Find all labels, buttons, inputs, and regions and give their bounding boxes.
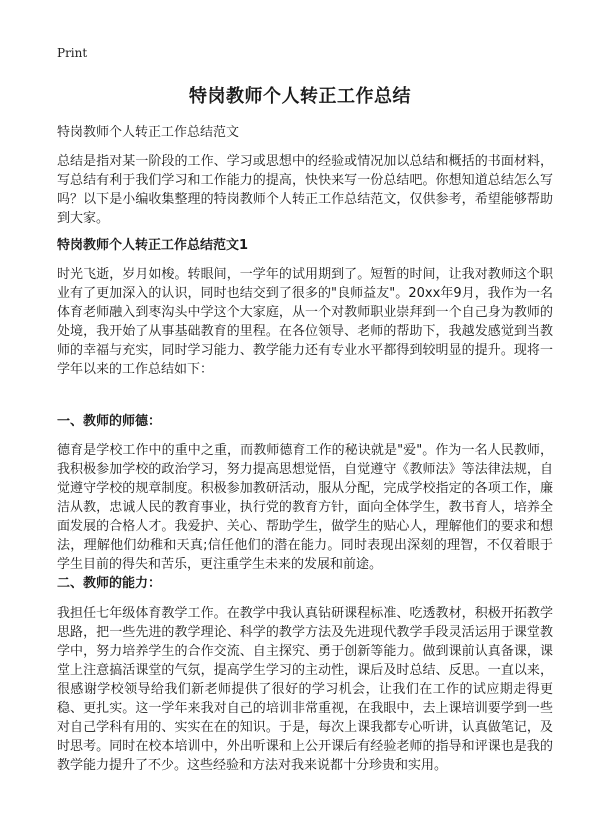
- paragraph-opening: 时光飞逝，岁月如梭。转眼间，一学年的试用期到了。短暂的时间，让我对教师这个职业有了更加深入的认识，同时也结交到了很多的"良师益友"。20xx年9月，我作为一名体育老师融入到枣沟头中学这个大家庭，从一个对教师职业崇拜到一个自己身为教师的处境，我开始了从事基础教育的里程。在各位领导、老师的帮助下，我越发感觉到当教师的幸福与充实，同时学习能力、教学能力还有专业水平都得到较明显的提升。现将一学年以来的工作总结如下：: [57, 267, 553, 377]
- document-subtitle: 特岗教师个人转正工作总结范文: [57, 125, 240, 140]
- heading-teacher-ethics: 一、教师的师德：: [57, 414, 162, 429]
- paragraph-teacher-ethics: 德育是学校工作中的重中之重，而教师德育工作的秘诀就是"爱"。作为一名人民教师，我积极参加学校的政治学习，努力提高思想觉悟，自觉遵守《教师法》等法律法规，自觉遵守学校的规章制度。积极参加教研活动，服从分配，完成学校指定的各项工作，廉洁从教，忠诚人民的教育事业，执行党的教育方针，面向全体学生，教书育人，培养全面发展的合格人才。我爱护、关心、帮助学生，做学生的贴心人，理解他们的要求和想法，理解他们幼稚和天真;信任他们的潜在能力。同时表现出深刻的理智，不仅着眼于学生目前的得失和苦乐，更注重学生未来的发展和前途。: [57, 443, 553, 572]
- paragraph-teacher-ability: 我担任七年级体育教学工作。在教学中我认真钻研课程标准、吃透教材，积极开拓教学思路，把一些先进的教学理论、科学的教学方法及先进现代教学手段灵活运用于课堂教学中，努力培养学生的合作交流、自主探究、勇于创新等能力。做到课前认真备课，课堂上注意搞活课堂的气氛，提高学生学习的主动性，课后及时总结、反思。一直以来，很感谢学校领导给我们新老师提供了很好的学习机会，让我们在工作的试应期走得更稳、更扎实。这一学年来我对自己的培训非常重视，在我眼中，去上课培训要学到一些对自己学科有用的、实实在在的知识。于是，每次上课我都专心听讲，认真做笔记，及时思考。同时在校本培训中，外出听课和上公开课后有经验老师的指导和评课也是我的教学能力提升了不少。这些经验和方法对我来说都十分珍贵和实用。: [57, 606, 553, 773]
- heading-teacher-ability: 二、教师的能力：: [57, 576, 162, 591]
- document-title: 特岗教师个人转正工作总结: [189, 86, 411, 107]
- intro-paragraph: 总结是指对某一阶段的工作、学习或思想中的经验或情况加以总结和概括的书面材料，写总结有利于我们学习和工作能力的提高，快快来写一份总结吧。你想知道总结怎么写吗？以下是小编收集整理的特岗教师个人转正工作总结范文，仅供参考，希望能够帮助到大家。: [57, 154, 553, 226]
- section-heading: 特岗教师个人转正工作总结范文1: [57, 238, 249, 253]
- print-link[interactable]: Print: [57, 46, 88, 60]
